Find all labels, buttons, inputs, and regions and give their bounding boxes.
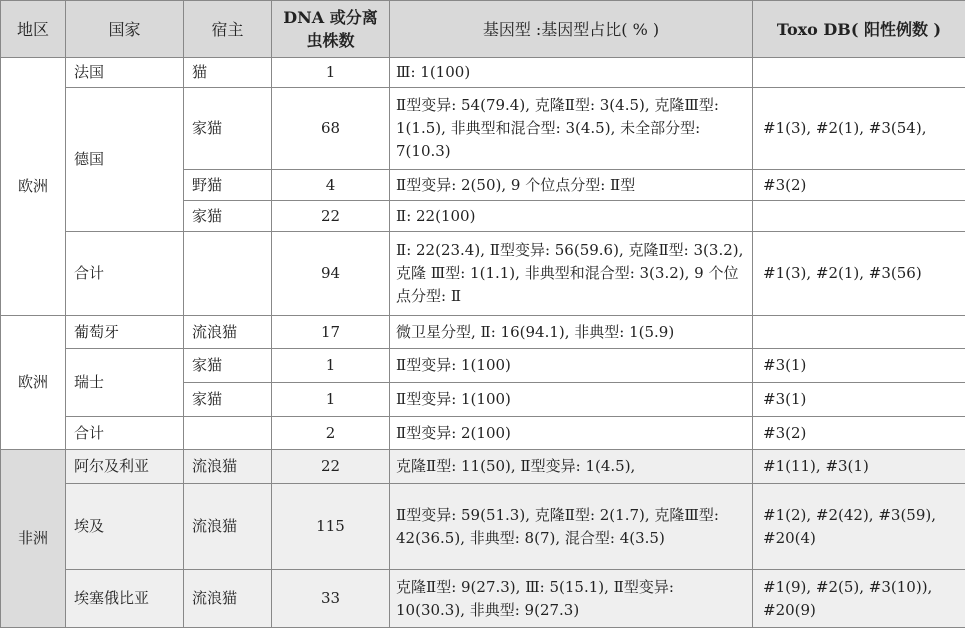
host-cell: 流浪猫 [184, 316, 272, 349]
toxodb-cell: #3(1) [753, 349, 965, 383]
country-cell: 合计 [66, 417, 184, 450]
toxodb-cell: #1(3), #2(1), #3(56) [753, 232, 965, 316]
toxodb-cell: #3(1) [753, 383, 965, 417]
header-toxodb: Toxo DB( 阳性例数 ) [753, 1, 965, 58]
host-cell: 猫 [184, 58, 272, 88]
count-cell: 33 [272, 570, 390, 628]
count-cell: 22 [272, 201, 390, 232]
table-row [1, 570, 965, 628]
genotype-cell: Ⅱ型变异: 59(51.3), 克隆Ⅱ型: 2(1.7), 克隆Ⅲ型: 42(36.5), 非典型: 8(7), 混合型: 4(3.5) [390, 484, 753, 570]
host-cell: 家猫 [184, 88, 272, 170]
genotype-cell: Ⅱ型变异: 1(100) [390, 349, 753, 383]
genotype-cell: Ⅱ型变异: 1(100) [390, 383, 753, 417]
country-cell: 埃及 [66, 484, 184, 570]
region-cell: 欧洲 [1, 58, 66, 316]
table-row [1, 88, 965, 170]
count-cell: 22 [272, 450, 390, 484]
country-cell: 阿尔及利亚 [66, 450, 184, 484]
toxodb-cell: #1(9), #2(5), #3(10)), #20(9) [753, 570, 965, 628]
table-row [1, 316, 965, 349]
genotype-cell: Ⅱ型变异: 2(50), 9 个位点分型: Ⅱ型 [390, 170, 753, 201]
host-cell: 流浪猫 [184, 484, 272, 570]
region-cell: 欧洲 [1, 316, 66, 450]
count-cell: 1 [272, 383, 390, 417]
toxodb-cell: #3(2) [753, 417, 965, 450]
header-row [1, 1, 965, 58]
host-cell: 流浪猫 [184, 450, 272, 484]
toxodb-cell [753, 58, 965, 88]
country-cell: 合计 [66, 232, 184, 316]
toxodb-cell: #1(11), #3(1) [753, 450, 965, 484]
toxodb-cell: #1(3), #2(1), #3(54), [753, 88, 965, 170]
table-row [1, 450, 965, 484]
header-country: 国家 [66, 1, 184, 58]
count-cell: 94 [272, 232, 390, 316]
genotype-cell: Ⅱ型变异: 54(79.4), 克隆Ⅱ型: 3(4.5), 克隆Ⅲ型: 1(1.5), 非典型和混合型: 3(4.5), 未全部分型: 7(10.3) [390, 88, 753, 170]
genotype-cell: 克隆Ⅱ型: 9(27.3), Ⅲ: 5(15.1), Ⅱ型变异: 10(30.3), 非典型: 9(27.3) [390, 570, 753, 628]
count-cell: 1 [272, 58, 390, 88]
country-cell: 法国 [66, 58, 184, 88]
count-cell: 115 [272, 484, 390, 570]
table-row [1, 232, 965, 316]
table-row [1, 349, 965, 383]
country-cell: 葡萄牙 [66, 316, 184, 349]
count-cell: 17 [272, 316, 390, 349]
table-row [1, 417, 965, 450]
host-cell: 家猫 [184, 201, 272, 232]
region-cell: 非洲 [1, 450, 66, 628]
table-row [1, 58, 965, 88]
host-cell: 野猫 [184, 170, 272, 201]
genotype-cell: 微卫星分型, Ⅱ: 16(94.1), 非典型: 1(5.9) [390, 316, 753, 349]
host-cell [184, 232, 272, 316]
toxodb-cell: #3(2) [753, 170, 965, 201]
genotype-cell: Ⅱ: 22(100) [390, 201, 753, 232]
header-host: 宿主 [184, 1, 272, 58]
count-cell: 4 [272, 170, 390, 201]
host-cell: 家猫 [184, 383, 272, 417]
header-count: DNA 或分离虫株数 [272, 1, 390, 58]
genotype-cell: 克隆Ⅱ型: 11(50), Ⅱ型变异: 1(4.5), [390, 450, 753, 484]
toxodb-cell [753, 316, 965, 349]
count-cell: 2 [272, 417, 390, 450]
table-row [1, 484, 965, 570]
country-cell: 瑞士 [66, 349, 184, 417]
country-cell: 埃塞俄比亚 [66, 570, 184, 628]
toxodb-cell: #1(2), #2(42), #3(59), #20(4) [753, 484, 965, 570]
count-cell: 1 [272, 349, 390, 383]
country-cell: 德国 [66, 88, 184, 232]
genotype-cell: Ⅱ型变异: 2(100) [390, 417, 753, 450]
toxodb-cell [753, 201, 965, 232]
host-cell: 流浪猫 [184, 570, 272, 628]
host-cell: 家猫 [184, 349, 272, 383]
count-cell: 68 [272, 88, 390, 170]
genotype-cell: Ⅲ: 1(100) [390, 58, 753, 88]
header-region: 地区 [1, 1, 66, 58]
host-cell [184, 417, 272, 450]
header-genotype: 基因型 :基因型占比( % ) [390, 1, 753, 58]
genotype-cell: Ⅱ: 22(23.4), Ⅱ型变异: 56(59.6), 克隆Ⅱ型: 3(3.2), 克隆 Ⅲ型: 1(1.1), 非典型和混合型: 3(3.2), 9 个位点分型: Ⅱ [390, 232, 753, 316]
